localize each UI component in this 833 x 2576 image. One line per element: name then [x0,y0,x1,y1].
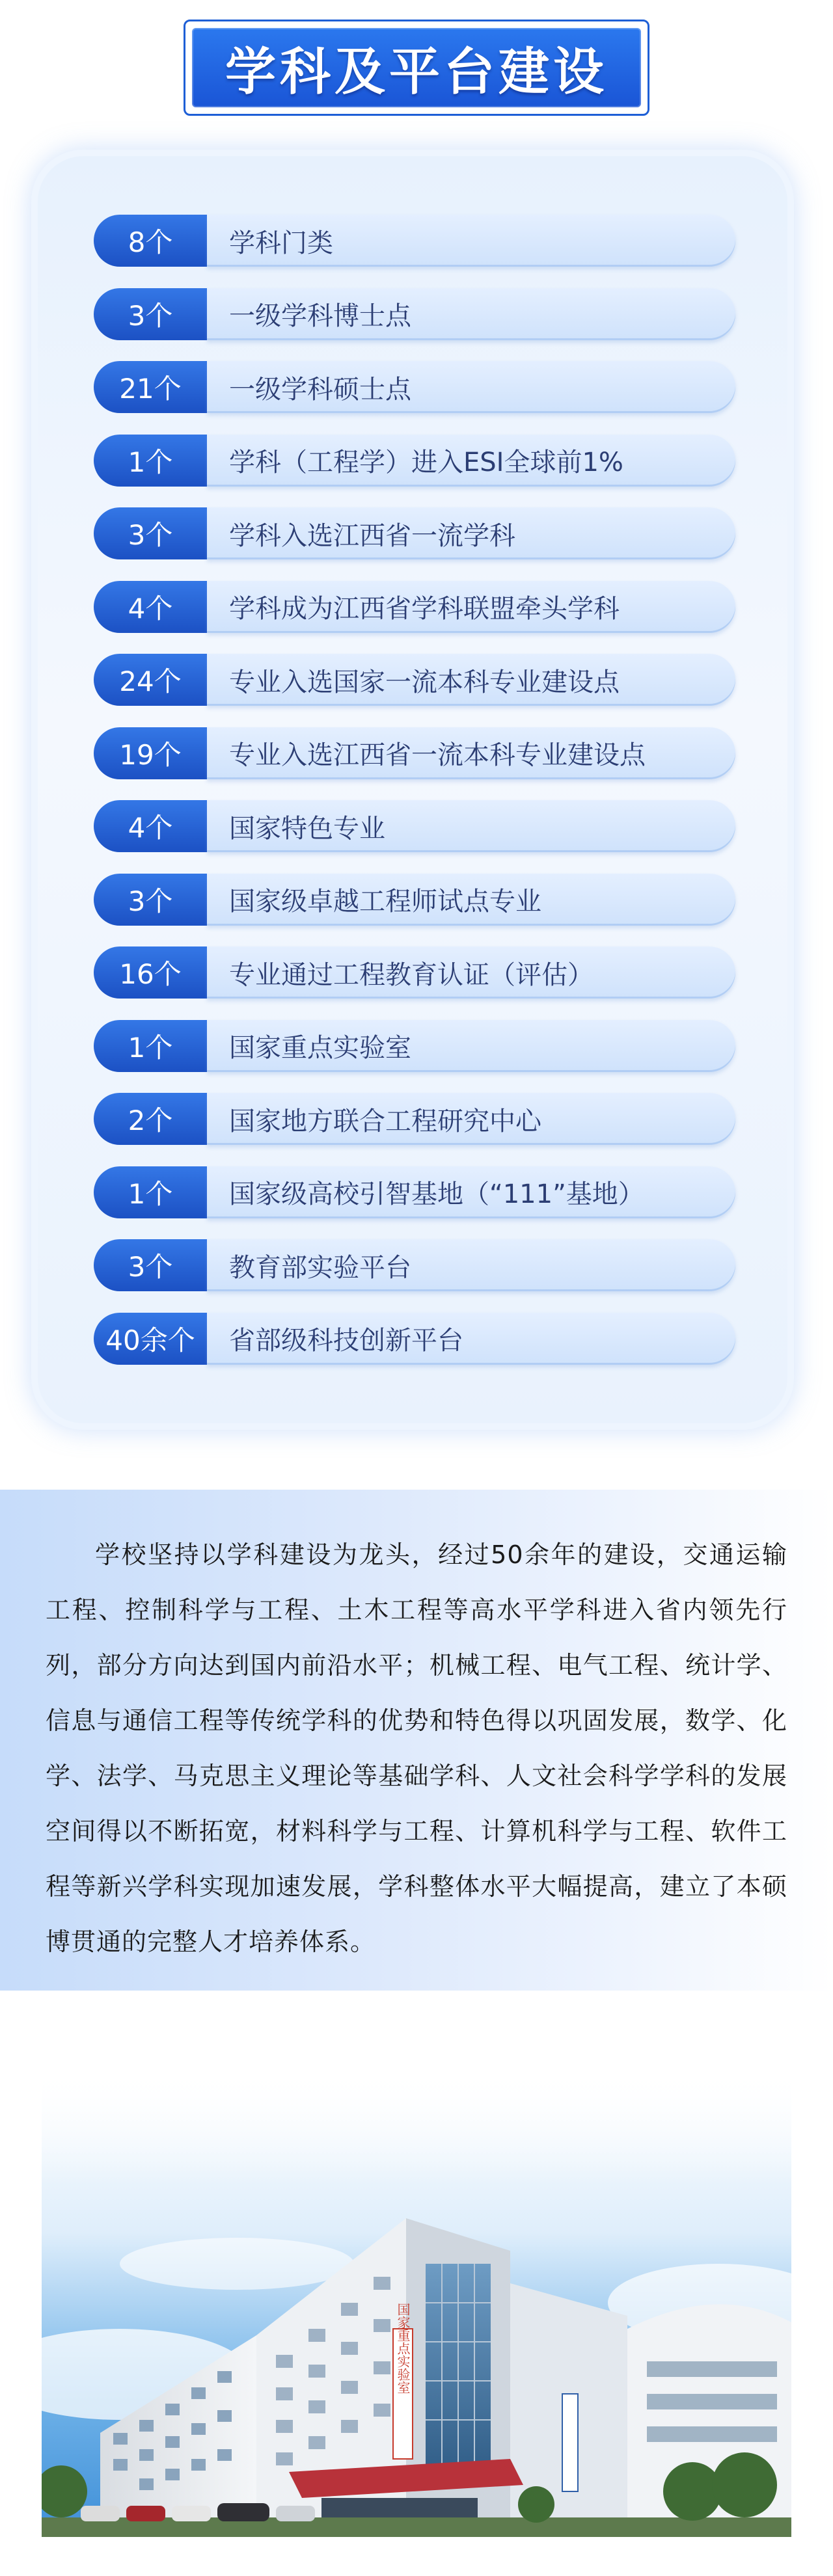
description-text: 学校坚持以学科建设为龙头，经过50余年的建设，交通运输工程、控制科学与工程、土木工程等高水平学科进入省内领先行列，部分方向达到国内前沿水平；机械工程、电气工程、统计学、信息与通信工程等传统学科的优势和特色得以巩固发展，数学、化学、法学、马克思主义理论等基础学科、人文社会科学学科的发展空间得以不断拓宽，材料科学与工程、计算机科学与工程、软件工程等新兴学科实现加速发展，学科整体水平大幅提高，建立了本硕博贯通的完整人才培养体系。 [46,1540,787,1956]
cloud [120,2238,354,2290]
stat-row [94,1166,735,1218]
stat-count: 19个 [94,727,207,779]
stat-count: 40余个 [94,1313,207,1365]
stat-count: 21个 [94,361,207,413]
stat-row [94,1313,735,1365]
stat-row [94,654,735,706]
stat-count: 16个 [94,946,207,999]
rotunda-windows [647,2361,777,2442]
stat-count: 3个 [94,288,207,340]
stats-card [38,156,787,1423]
stat-row [94,1239,735,1291]
stat-count: 3个 [94,874,207,926]
stat-label: 国家级高校引智基地（“111”基地） [207,1166,735,1218]
stat-count: 1个 [94,435,207,487]
header-title-banner [192,28,641,107]
stat-count: 4个 [94,800,207,852]
stat-label: 国家级卓越工程师试点专业 [207,874,735,926]
stat-row [94,215,735,267]
stat-row [94,874,735,926]
stat-count: 8个 [94,215,207,267]
stat-label: 国家特色专业 [207,800,735,852]
stat-label: 国家重点实验室 [207,1020,735,1072]
stat-row [94,1020,735,1072]
side-sign [562,2394,578,2491]
stat-row [94,727,735,779]
stat-row [94,507,735,559]
stat-label: 教育部实验平台 [207,1239,735,1291]
page-title: 学科及平台建设 [225,43,608,101]
stat-label: 学科入选江西省一流学科 [207,507,735,559]
stat-count: 3个 [94,507,207,559]
stat-row [94,1093,735,1145]
stat-label: 一级学科博士点 [207,288,735,340]
stat-row [94,288,735,340]
stat-label: 专业入选国家一流本科专业建设点 [207,654,735,706]
stat-count: 3个 [94,1239,207,1291]
description-band [0,1490,833,1991]
stat-label: 学科（工程学）进入ESI全球前1% [207,435,735,487]
stat-count: 24个 [94,654,207,706]
stat-row [94,361,735,413]
stat-row [94,581,735,633]
vertical-sign-text: 国家重点实验室 [395,2303,411,2394]
stat-row [94,435,735,487]
stat-label: 专业通过工程教育认证（评估） [207,946,735,999]
stat-label: 省部级科技创新平台 [207,1313,735,1365]
photo-top-fade [42,2069,791,2186]
stat-count: 1个 [94,1020,207,1072]
stat-row [94,946,735,999]
stat-count: 4个 [94,581,207,633]
stat-label: 一级学科硕士点 [207,361,735,413]
header-title-frame [184,20,649,116]
building-photo [42,2069,791,2537]
stat-count: 1个 [94,1166,207,1218]
stat-row [94,800,735,852]
stat-label: 学科门类 [207,215,735,267]
stat-count: 2个 [94,1093,207,1145]
stat-label: 国家地方联合工程研究中心 [207,1093,735,1145]
stat-label: 专业入选江西省一流本科专业建设点 [207,727,735,779]
stat-label: 学科成为江西省学科联盟牵头学科 [207,581,735,633]
